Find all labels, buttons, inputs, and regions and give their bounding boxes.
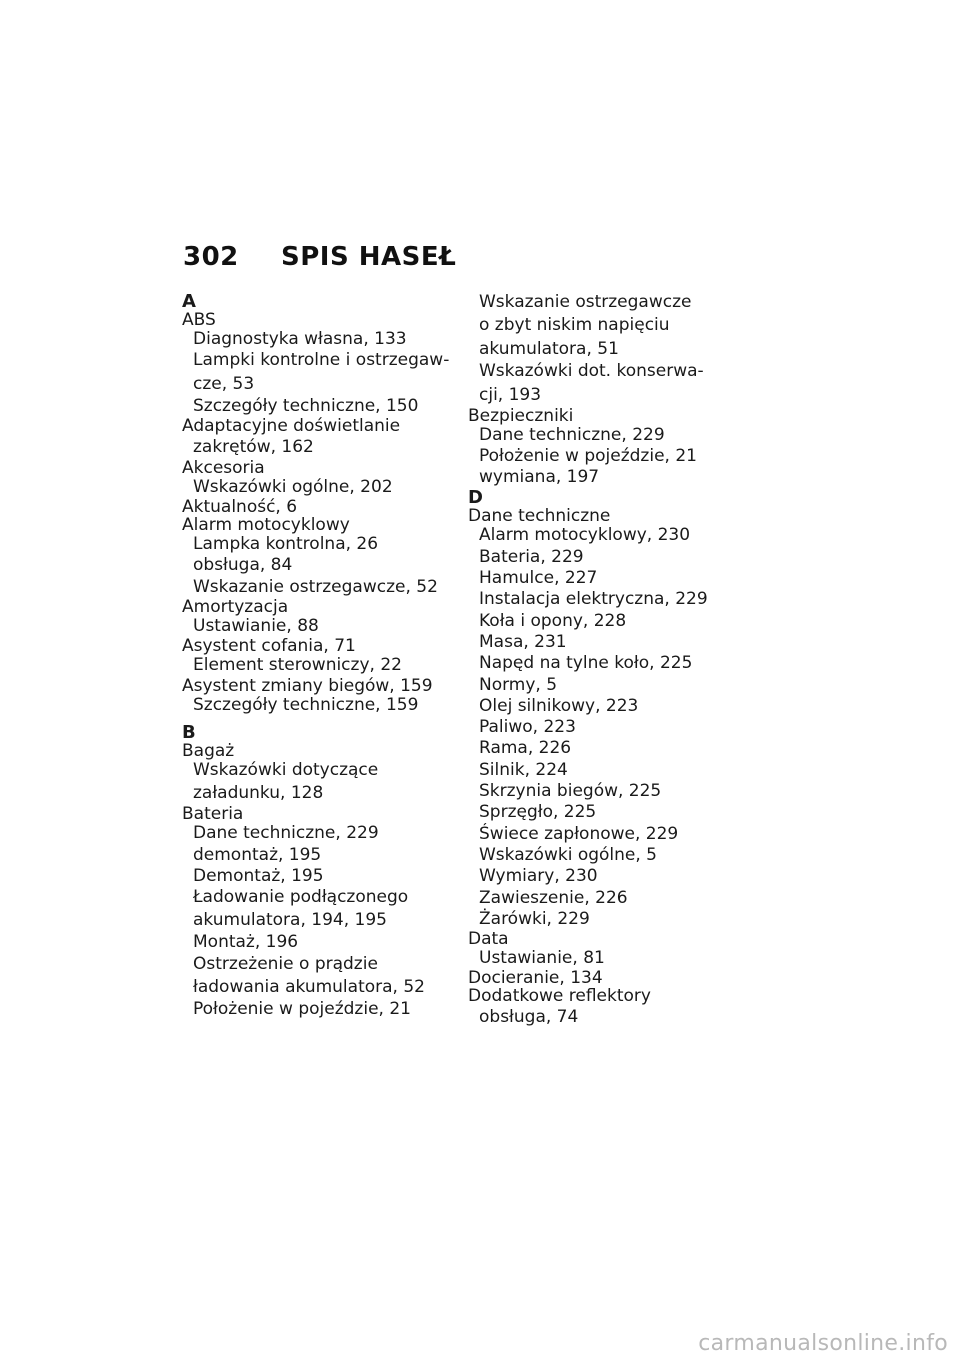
index-subterm: Lampka kontrolna, 26 bbox=[193, 534, 379, 555]
index-subterm: Szczegóły techniczne, 150 bbox=[193, 395, 419, 416]
index-column-left bbox=[182, 292, 472, 1020]
index-subterm: demontaż, 195 bbox=[193, 844, 322, 865]
index-continuation: obsługa, 74 bbox=[479, 1007, 579, 1028]
index-subterm: Koła i opony, 228 bbox=[479, 610, 627, 631]
index-subterm: Dane techniczne, 229 bbox=[479, 424, 665, 445]
index-subterm: Ustawianie, 81 bbox=[479, 948, 605, 969]
index-subterm: Instalacja elektryczna, 229 bbox=[479, 589, 708, 610]
index-term: Asystent zmiany biegów, 159 bbox=[182, 675, 433, 696]
index-term: Bateria bbox=[182, 804, 244, 825]
index-term: Akcesoria bbox=[182, 457, 265, 478]
index-subterm: Ustawianie, 88 bbox=[193, 616, 319, 637]
index-subterm: Rama, 226 bbox=[479, 738, 572, 759]
index-subterm: Normy, 5 bbox=[479, 674, 558, 695]
index-term: Docieranie, 134 bbox=[468, 968, 603, 989]
index-subterm: Wymiary, 230 bbox=[479, 866, 598, 887]
index-continuation: akumulatora, 194, 195 bbox=[193, 910, 387, 931]
index-subterm: Bateria, 229 bbox=[479, 546, 584, 567]
index-term: Bezpieczniki bbox=[468, 405, 574, 426]
index-continuation: cze, 53 bbox=[193, 373, 255, 394]
index-continuation: ładowania akumulatora, 52 bbox=[193, 977, 425, 998]
index-term: ABS bbox=[182, 310, 216, 330]
index-subterm: Sprzęgło, 225 bbox=[479, 802, 597, 823]
index-term: Amortyzacja bbox=[182, 597, 289, 618]
index-subterm: Dane techniczne, 229 bbox=[193, 823, 379, 844]
index-subterm: Hamulce, 227 bbox=[479, 568, 598, 589]
index-term: Asystent cofania, 71 bbox=[182, 636, 356, 657]
index-subterm: Paliwo, 223 bbox=[479, 717, 576, 738]
index-subterm: Żarówki, 229 bbox=[479, 908, 590, 929]
index-subterm: Napęd na tylne koło, 225 bbox=[479, 653, 693, 674]
index-term: Dane techniczne bbox=[468, 506, 611, 527]
index-subterm: Montaż, 196 bbox=[193, 932, 299, 953]
index-continuation: cji, 193 bbox=[479, 384, 542, 405]
index-continuation: załadunku, 128 bbox=[193, 783, 324, 804]
index-subterm: Ładowanie podłączonego bbox=[193, 887, 409, 908]
index-subterm: wymiana, 197 bbox=[479, 467, 600, 488]
page-header bbox=[183, 242, 456, 272]
index-continuation: o zbyt niskim napięciu bbox=[479, 315, 670, 336]
index-subterm: Skrzynia biegów, 225 bbox=[479, 781, 662, 802]
index-continuation: zakrętów, 162 bbox=[193, 436, 314, 457]
index-letter-heading: D bbox=[468, 487, 483, 509]
page-number: 302 bbox=[183, 242, 239, 272]
index-letter-heading: B bbox=[182, 721, 196, 743]
index-subterm: Wskazówki dot. konserwa- bbox=[479, 361, 704, 382]
index-subterm: Wskazówki ogólne, 202 bbox=[193, 476, 393, 497]
index-term: Bagaż bbox=[182, 740, 235, 761]
index-term: Data bbox=[468, 929, 509, 950]
index-subterm: Ostrzeżenie o prądzie bbox=[193, 953, 378, 974]
index-subterm: Wskazówki ogólne, 5 bbox=[479, 844, 658, 865]
index-subterm: Lampki kontrolne i ostrzegaw- bbox=[193, 350, 450, 371]
index-column-right bbox=[468, 292, 758, 1029]
watermark: carmanualsonline.info bbox=[698, 1331, 948, 1356]
index-subterm: Zawieszenie, 226 bbox=[479, 887, 628, 908]
index-subterm: Położenie w pojeździe, 21 bbox=[193, 999, 411, 1020]
index-term: Aktualność, 6 bbox=[182, 497, 298, 518]
index-term: Alarm motocyklowy bbox=[182, 515, 350, 536]
index-subterm: obsługa, 84 bbox=[193, 555, 293, 576]
index-subterm: Wskazówki dotyczące bbox=[193, 759, 379, 780]
index-subterm: Szczegóły techniczne, 159 bbox=[193, 694, 419, 715]
index-continuation: akumulatora, 51 bbox=[479, 339, 619, 360]
index-subterm: Wskazanie ostrzegawcze, 52 bbox=[193, 576, 438, 597]
index-subterm: Olej silnikowy, 223 bbox=[479, 695, 639, 716]
index-subterm: Diagnostyka własna, 133 bbox=[193, 329, 407, 349]
index-subterm: Alarm motocyklowy, 230 bbox=[479, 525, 691, 546]
index-term: Dodatkowe reflektory bbox=[468, 986, 651, 1007]
index-letter-heading: A bbox=[182, 291, 196, 312]
index-subterm: Wskazanie ostrzegawcze bbox=[479, 292, 692, 312]
index-subterm: Świece zapłonowe, 229 bbox=[479, 823, 679, 844]
index-subterm: Masa, 231 bbox=[479, 631, 567, 652]
index-subterm: Element sterowniczy, 22 bbox=[193, 655, 402, 676]
index-subterm: Demontaż, 195 bbox=[193, 865, 324, 886]
index-subterm: Położenie w pojeździe, 21 bbox=[479, 445, 697, 466]
index-subterm: Silnik, 224 bbox=[479, 759, 568, 780]
page-title: SPIS HASEŁ bbox=[281, 242, 457, 272]
index-term: Adaptacyjne doświetlanie bbox=[182, 415, 401, 436]
